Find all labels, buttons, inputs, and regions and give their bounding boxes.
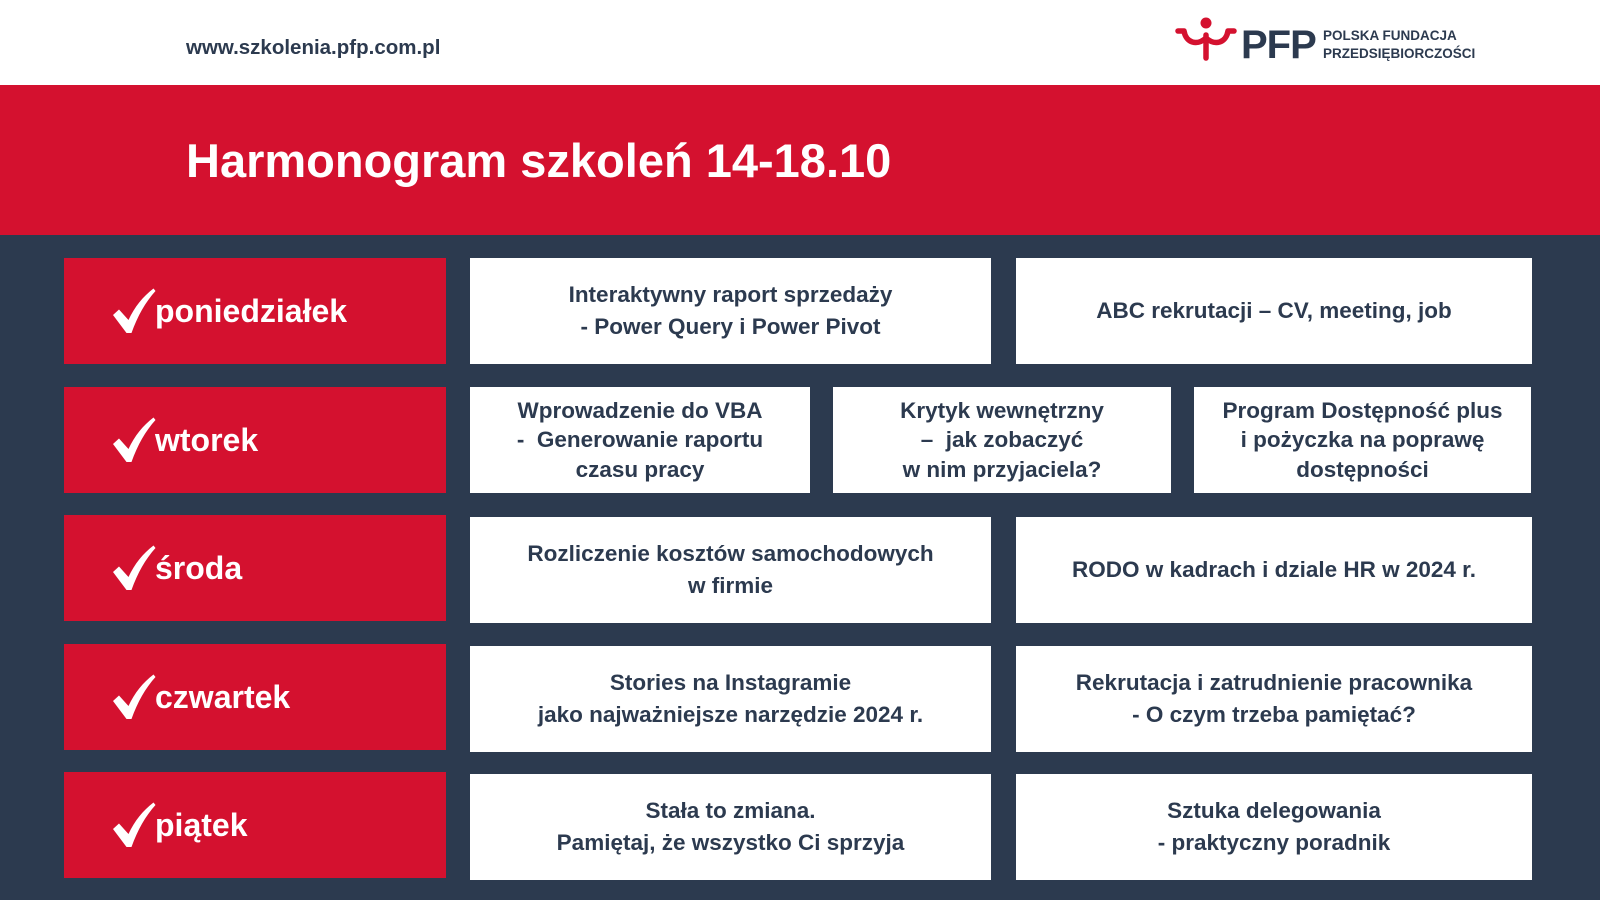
training-card	[1016, 774, 1532, 880]
day-name: wtorek	[155, 421, 259, 458]
training-title-line: - Generowanie raportu	[516, 427, 764, 453]
day-name: poniedziałek	[155, 292, 348, 329]
day-name: piątek	[155, 806, 248, 843]
day-label-box	[64, 772, 446, 878]
day-row-friday	[0, 772, 1600, 880]
pfp-logo-icon	[1175, 17, 1237, 61]
checkmark-icon	[112, 288, 156, 334]
training-title-line: Rozliczenie kosztów samochodowych	[527, 541, 934, 566]
training-card	[1194, 387, 1531, 493]
training-card	[470, 517, 991, 623]
checkmark-icon	[112, 674, 156, 720]
training-title-line: i pożyczka na poprawę	[1240, 427, 1485, 453]
training-title-line: jako najważniejsze narzędzie 2024 r.	[537, 702, 924, 727]
checkmark-icon	[112, 545, 156, 591]
training-title-line: w firmie	[687, 573, 774, 598]
day-label-box	[64, 387, 446, 493]
training-card	[1016, 258, 1532, 364]
pfp-logo	[1174, 16, 1484, 68]
training-card	[833, 387, 1171, 493]
day-row-thursday	[0, 644, 1600, 752]
training-card	[1016, 646, 1532, 752]
training-title-line: Stała to zmiana.	[645, 798, 816, 823]
title-banner	[0, 85, 1600, 235]
page-title: Harmonogram szkoleń 14-18.10	[186, 133, 892, 187]
training-title-line: – jak zobaczyć	[920, 427, 1084, 453]
training-title-line: w nim przyjaciela?	[902, 456, 1102, 482]
day-row-tuesday	[0, 387, 1600, 495]
day-name: czwartek	[155, 678, 291, 715]
day-label-box	[64, 515, 446, 621]
training-title-line: - O czym trzeba pamiętać?	[1132, 702, 1416, 727]
checkmark-icon	[112, 802, 156, 848]
training-title-line: - praktyczny poradnik	[1157, 830, 1391, 855]
training-title-line: ABC rekrutacji – CV, meeting, job	[1096, 298, 1452, 323]
training-title-line: Rekrutacja i zatrudnienie pracownika	[1075, 670, 1473, 695]
training-title-line: Wprowadzenie do VBA	[517, 397, 763, 423]
day-row-monday	[0, 258, 1600, 366]
training-title-line: Program Dostępność plus	[1222, 397, 1503, 423]
training-card	[470, 258, 991, 364]
website-url: www.szkolenia.pfp.com.pl	[186, 36, 441, 59]
training-card	[470, 646, 991, 752]
training-title-line: Stories na Instagramie	[609, 670, 852, 695]
day-row-wednesday	[0, 515, 1600, 623]
training-title-line: Interaktywny raport sprzedaży	[568, 282, 893, 307]
day-label-box	[64, 644, 446, 750]
training-title-line: czasu pracy	[575, 456, 705, 482]
day-name: środa	[155, 549, 243, 586]
training-title-line: Krytyk wewnętrzny	[900, 397, 1104, 423]
training-title-line: Sztuka delegowania	[1167, 798, 1381, 823]
logo-name-line-2: PRZEDSIĘBIORCZOŚCI	[1323, 46, 1476, 61]
checkmark-icon	[112, 417, 156, 463]
logo-organization-name	[1323, 27, 1475, 63]
training-title-line: - Power Query i Power Pivot	[580, 314, 881, 339]
header-bar	[0, 0, 1600, 85]
training-card	[470, 774, 991, 880]
training-title-line: RODO w kadrach i dziale HR w 2024 r.	[1072, 557, 1476, 582]
training-title-line: Pamiętaj, że wszystko Ci sprzyja	[556, 830, 905, 855]
day-label-box	[64, 258, 446, 364]
training-card	[470, 387, 810, 493]
training-card	[1016, 517, 1532, 623]
training-title-line: dostępności	[1296, 456, 1429, 482]
logo-name-line-1: POLSKA FUNDACJA	[1323, 28, 1457, 43]
logo-abbreviation: PFP	[1241, 23, 1316, 67]
